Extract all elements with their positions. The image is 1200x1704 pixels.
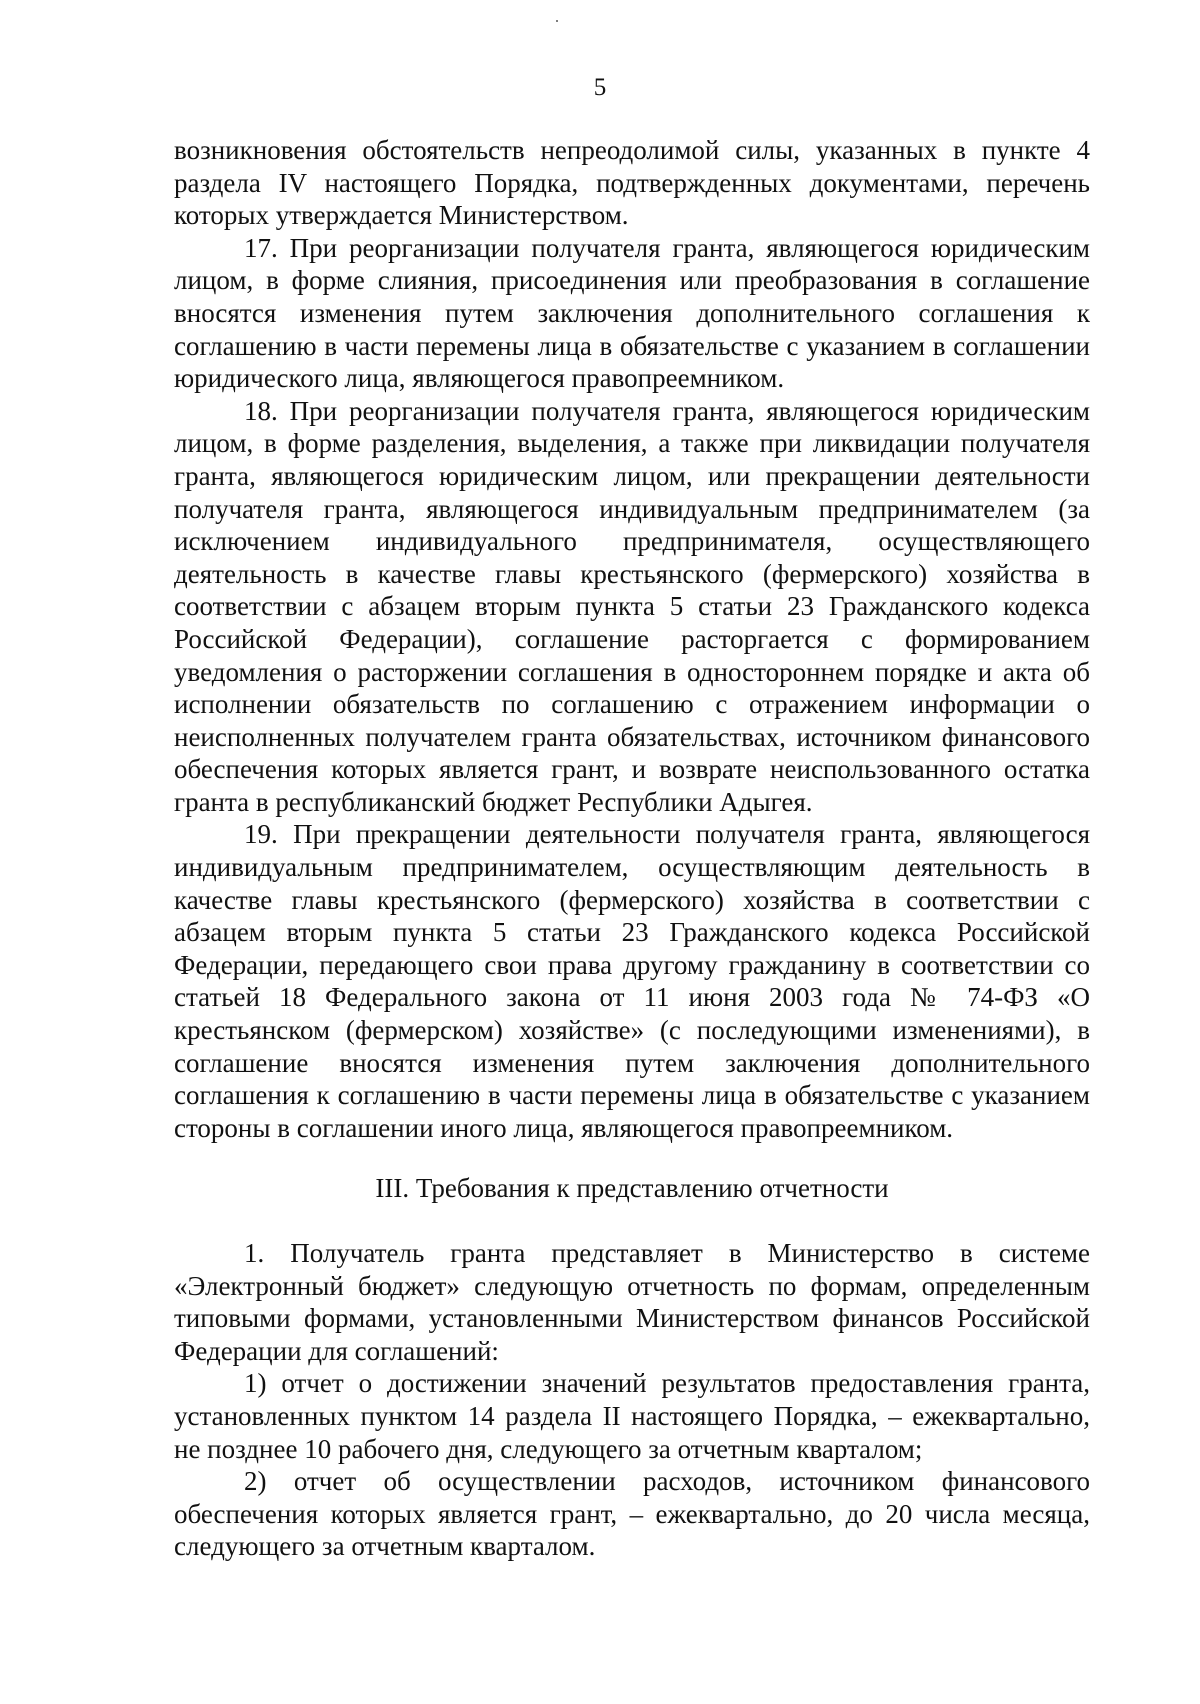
paragraph-17: 17. При реорганизации получателя гранта, являющегося юридическим лицом, в форме слияния, присоединения или преобразования в соглашение вносятся изменения путем заключения дополнительного соглашения к соглашению в части перемены лица в обязательстве с указанием в соглашении юридического лица, являющегося правопреемником. bbox=[174, 232, 1090, 394]
section-paragraph-1: 1. Получатель гранта представляет в Министерство в системе «Электронный бюджет» следующую отчетность по формам, определенным типовыми формами, установленными Министерством финансов Российской Федерации для соглашений: bbox=[174, 1238, 1090, 1366]
scan-speck bbox=[556, 20, 558, 22]
section-heading: III. Требования к представлению отчетности bbox=[375, 1173, 889, 1204]
page-number: 5 bbox=[593, 74, 607, 101]
section-item-2: 2) отчет об осуществлении расходов, источником финансового обеспечения которых является грант, – ежеквартально, до 20 числа месяца, следующего за отчетным кварталом. bbox=[174, 1466, 1090, 1562]
document-body bbox=[174, 134, 1090, 1563]
paragraph-19: 19. При прекращении деятельности получателя гранта, являющегося индивидуальным предпринимателем, осуществляющим деятельность в качестве главы крестьянского (фермерского) хозяйства в соответствии с абзацем вторым пункта 5 статьи 23 Гражданского кодекса Российской Федерации, передающего свои права другому гражданину в соответствии со статьей 18 Федерального закона от 11 июня 2003 года № 74-ФЗ «О крестьянском (фермерском) хозяйстве» (с последующими изменениями), в соглашение вносятся изменения путем заключения дополнительного соглашения к соглашению в части перемены лица в обязательстве с указанием стороны в соглашении иного лица, являющегося правопреемником. bbox=[174, 819, 1090, 1143]
section-item-1: 1) отчет о достижении значений результатов предоставления гранта, установленных пунктом 14 раздела II настоящего Порядка, – ежеквартально, не позднее 10 рабочего дня, следующего за отчетным кварталом; bbox=[174, 1368, 1090, 1464]
paragraph-continuation: возникновения обстоятельств непреодолимой силы, указанных в пункте 4 раздела IV настоящего Порядка, подтвержденных документами, перечень которых утверждается Министерством. bbox=[174, 135, 1090, 231]
paragraph-18: 18. При реорганизации получателя гранта, являющегося юридическим лицом, в форме разделения, выделения, а также при ликвидации получателя гранта, являющегося юридическим лицом, или прекращении деятельности получателя гранта, являющегося индивидуальным предпринимателем (за исключением индивидуального предпринимателя, осуществляющего деятельность в качестве главы крестьянского (фермерского) хозяйства в соответствии с абзацем вторым пункта 5 статьи 23 Гражданского кодекса Российской Федерации), соглашение расторгается с формированием уведомления о расторжении соглашения в одностороннем порядке и акта об исполнении обязательств по соглашению с отражением информации о неисполненных получателем гранта обязательствах, источником финансового обеспечения которых является грант, и возврате неиспользованного остатка гранта в республиканский бюджет Республики Адыгея. bbox=[174, 395, 1090, 817]
